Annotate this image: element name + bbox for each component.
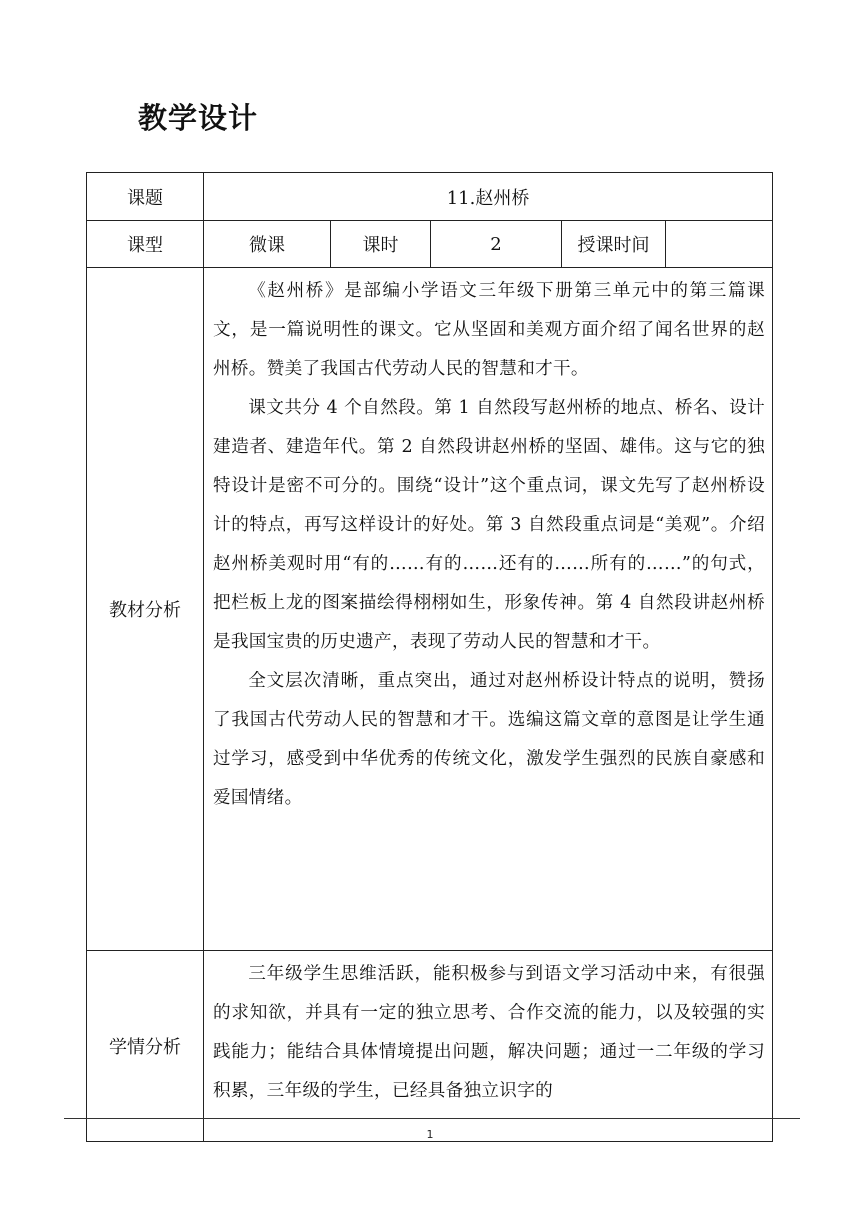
class-hours-label: 课时 xyxy=(331,221,431,268)
student-analysis-content xyxy=(204,951,773,1142)
class-hours-value: 2 xyxy=(431,221,562,268)
material-analysis-label: 教材分析 xyxy=(87,268,204,951)
page-number: 1 xyxy=(426,1128,434,1141)
topic-row xyxy=(87,173,773,221)
lesson-type-row xyxy=(87,221,773,268)
document-title: 教学设计 xyxy=(138,101,259,135)
topic-label: 课题 xyxy=(87,173,204,221)
student-analysis-paragraph: 三年级学生思维活跃，能积极参与到语文学习活动中来，有很强的求知欲，并具有一定的独立思考、合作交流的能力，以及较强的实践能力；能结合具体情境提出问题，解决问题；通过一二年级的学习积累，三年级的学生，已经具备独立识字的 xyxy=(213,964,766,1101)
teaching-time-label: 授课时间 xyxy=(562,221,666,268)
footer-divider xyxy=(64,1118,800,1119)
lesson-type-value: 微课 xyxy=(204,221,331,268)
student-analysis-label: 学情分析 xyxy=(87,951,204,1142)
teaching-time-value xyxy=(666,221,773,268)
lesson-plan-table xyxy=(86,172,773,1142)
material-analysis-content xyxy=(204,268,773,951)
analysis-paragraph: 课文共分 4 个自然段。第 1 自然段写赵州桥的地点、桥名、设计建造者、建造年代。第 2 自然段讲赵州桥的坚固、雄伟。这与它的独特设计是密不可分的。围绕“设计”这个重点词，课文先写了赵州桥设计的特点，再写这样设计的好处。第 3 自然段重点词是“美观”。介绍赵州桥美观时用“有的……有的……还有的……所有的……”的句式，把栏板上龙的图案描绘得栩栩如生，形象传神。第 4 自然段讲赵州桥是我国宝贵的历史遗产，表现了劳动人民的智慧和才干。 xyxy=(213,398,766,652)
material-analysis-row xyxy=(87,268,773,951)
analysis-paragraph: 《赵州桥》是部编小学语文三年级下册第三单元中的第三篇课文，是一篇说明性的课文。它从坚固和美观方面介绍了闻名世界的赵州桥。赞美了我国古代劳动人民的智慧和才干。 xyxy=(213,281,766,379)
topic-value: 11.赵州桥 xyxy=(204,173,773,221)
lesson-type-label: 课型 xyxy=(87,221,204,268)
analysis-paragraph: 全文层次清晰，重点突出，通过对赵州桥设计特点的说明，赞扬了我国古代劳动人民的智慧和才干。选编这篇文章的意图是让学生通过学习，感受到中华优秀的传统文化，激发学生强烈的民族自豪感和爱国情绪。 xyxy=(213,671,766,808)
student-analysis-row xyxy=(87,951,773,1142)
